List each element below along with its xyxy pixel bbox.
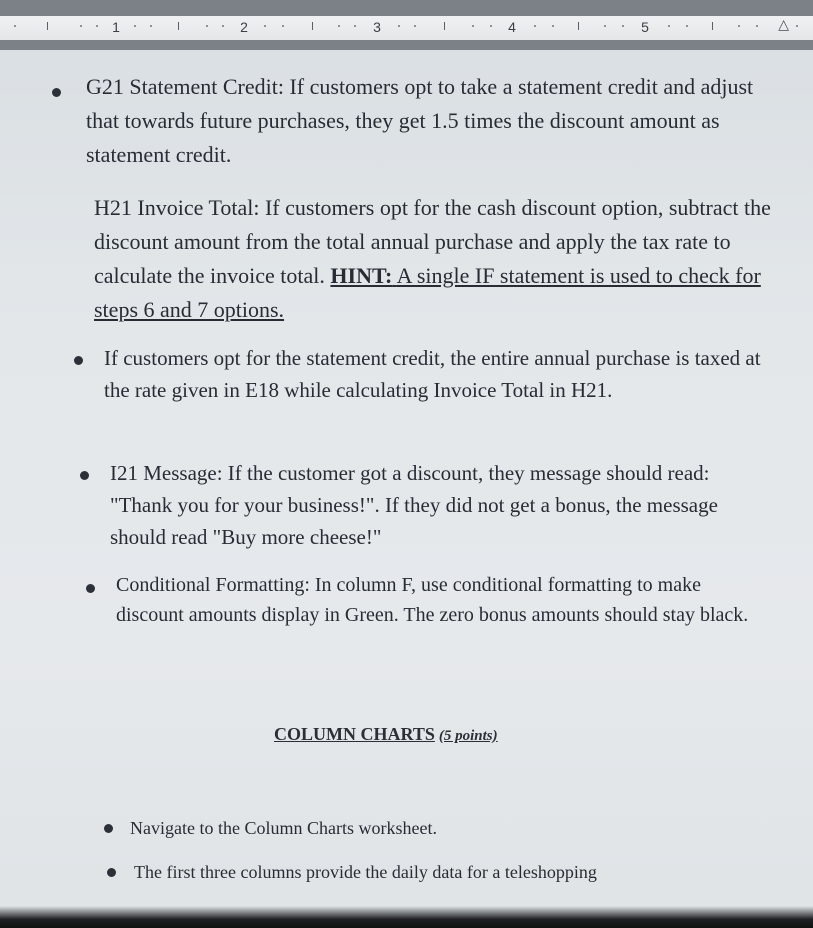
ruler-tick xyxy=(134,25,136,27)
ruler-tick xyxy=(47,22,48,30)
ruler-tick xyxy=(282,25,284,27)
ruler-tick xyxy=(534,25,536,27)
statement-credit-tax-text: If customers opt for the statement credit, the entire annual purchase is taxed at the rate given in E18 while calculating Invoice Total in H21. xyxy=(104,346,761,402)
ruler-tick xyxy=(578,22,579,30)
ruler-number: 2 xyxy=(240,19,248,35)
invoice-total-text: H21 Invoice Total: If customers opt for the cash discount option, subtract the discount amount from the total annual purchase and apply the tax rate to calculate the invoice total. xyxy=(94,195,771,288)
section-heading-column-charts xyxy=(274,724,498,745)
hint-label: HINT: xyxy=(330,263,393,288)
ruler-tick xyxy=(96,25,98,27)
section-points: (5 points) xyxy=(438,728,498,744)
message-text: I21 Message: If the customer got a discount, they message should read: "Thank you for your business!". If they did not get a bonus, the message should read "Buy more cheese!" xyxy=(110,461,718,549)
bullet-icon xyxy=(86,584,95,593)
ruler-number: 5 xyxy=(641,19,649,35)
ruler-tick xyxy=(712,22,713,30)
ruler-tick xyxy=(354,25,356,27)
ruler-scale xyxy=(0,16,813,40)
ruler-tick xyxy=(490,25,492,27)
ruler-tick xyxy=(686,25,688,27)
ruler-tick xyxy=(444,22,445,30)
statement-credit-paragraph xyxy=(86,70,766,172)
invoice-total-paragraph xyxy=(94,191,774,327)
ruler-tick xyxy=(264,25,266,27)
bullet-icon xyxy=(107,868,116,877)
ruler-tick xyxy=(668,25,670,27)
bullet-icon xyxy=(52,88,61,97)
ruler-tick xyxy=(80,25,82,27)
bullet-icon xyxy=(104,824,113,833)
ruler-tick xyxy=(472,25,474,27)
ruler-tick xyxy=(338,25,340,27)
ruler-tick xyxy=(14,25,16,27)
navigate-text: Navigate to the Column Charts worksheet. xyxy=(130,818,437,838)
teleshopping-text: The first three columns provide the daily data for a teleshopping xyxy=(134,862,597,882)
ruler-tick xyxy=(150,25,152,27)
statement-credit-text: G21 Statement Credit: If customers opt to take a statement credit and adjust that towards future purchases, they get 1.5 times the discount amount as statement credit. xyxy=(86,74,754,167)
bullet-icon xyxy=(74,356,83,365)
ruler-tick xyxy=(756,25,758,27)
teleshopping-paragraph xyxy=(134,858,754,886)
right-indent-marker-icon[interactable]: △ xyxy=(778,17,789,33)
conditional-formatting-text: Conditional Formatting: In column F, use conditional formatting to make discount amounts display in Green. The zero bonus amounts should stay black. xyxy=(116,574,749,626)
ruler-tick xyxy=(552,25,554,27)
ruler-tick xyxy=(206,25,208,27)
message-paragraph xyxy=(110,457,770,553)
ruler-number: 3 xyxy=(373,19,381,35)
ruler-tick xyxy=(414,25,416,27)
horizontal-ruler[interactable] xyxy=(0,0,813,50)
conditional-formatting-paragraph xyxy=(116,570,756,630)
ruler-tick xyxy=(312,22,313,30)
section-title-text: COLUMN CHARTS xyxy=(274,724,435,744)
ruler-tick xyxy=(796,25,798,27)
ruler-tick xyxy=(222,25,224,27)
navigate-paragraph xyxy=(130,814,750,842)
hint-text: A single IF statement is used to check for steps 6 and 7 options. xyxy=(94,263,761,322)
ruler-tick xyxy=(178,22,179,30)
ruler-tick xyxy=(604,25,606,27)
ruler-number: 1 xyxy=(112,19,120,35)
ruler-tick xyxy=(622,25,624,27)
ruler-tick xyxy=(738,25,740,27)
document-page[interactable] xyxy=(0,50,813,928)
ruler-tick xyxy=(398,25,400,27)
bullet-icon xyxy=(80,471,89,480)
screen-bottom-edge xyxy=(0,906,813,928)
ruler-number: 4 xyxy=(508,19,516,35)
statement-credit-tax-paragraph xyxy=(104,342,774,406)
